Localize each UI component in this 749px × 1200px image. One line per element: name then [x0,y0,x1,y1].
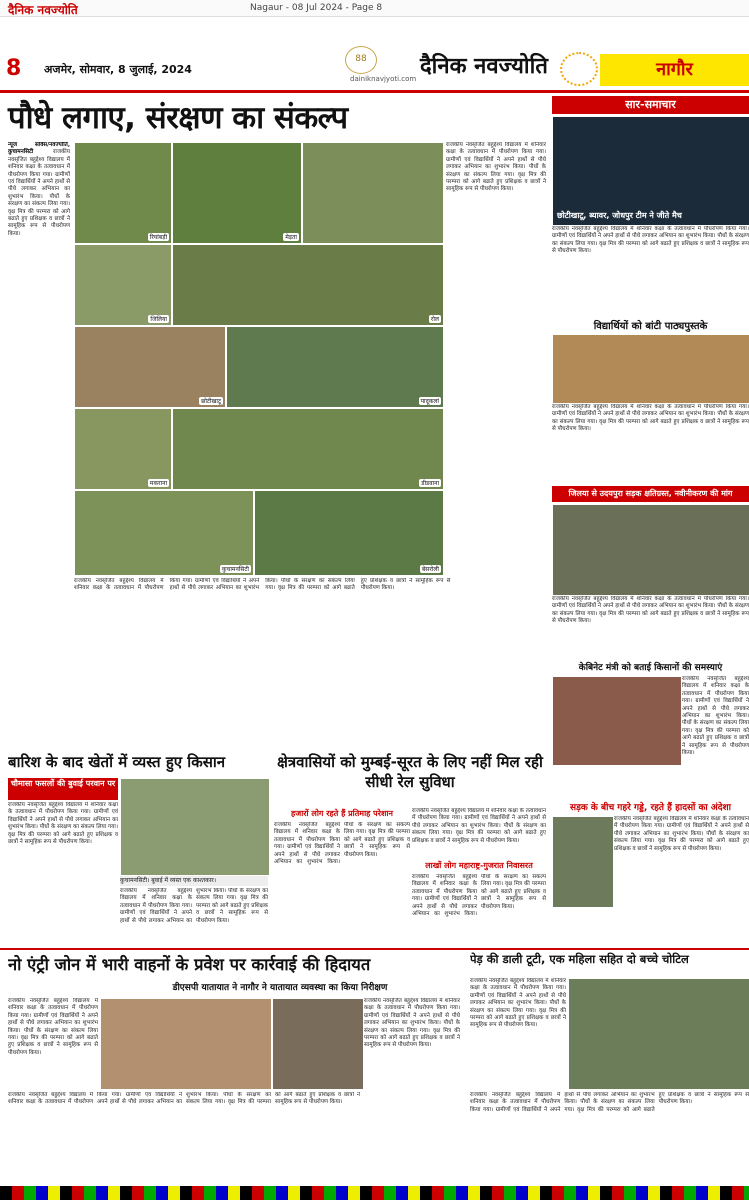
rail-headline: क्षेत्रवासियों को मुम्बई-सूरत के लिए नहीं मिल रही सीधी रेल सुविधा [277,753,543,791]
main-article-right-column [446,142,546,572]
tree-text-continued [470,1092,749,1182]
city-tag: नागौर [600,54,749,86]
photo-kuchamancity [74,490,254,576]
photo-inspection-2 [272,998,364,1090]
masthead-website: dainiknavjyoti.com [350,75,417,83]
photo-broken-road [552,504,749,596]
rail-text-column-3 [412,874,546,944]
sidebar-item3-body: राजकीय नवसृजित बहुद्देश्य विद्यालय में शनिवार कक्षा के तत्वावधान में पौधरोपण किया गया। ग्रामीणों एवं विद्यार्थियों ने अपने हाथों से पौधे लगाकर अभियान का शुभारंभ किया। पौधों के संरक्षण का संकल्प लिया गया। वृक्ष मित्र की परम्परा को आगे बढाते हुए प्रशिक्षक व छात्रों ने सामूहिक रूप से पौधरोपण किया। [552,596,749,625]
photo-rol [172,244,444,326]
masthead-title: दैनिक नवज्योति [420,53,548,79]
rail-sub2: लाखों लोग महाराष्ट्र-गुजरात निवासरत [425,861,533,870]
kisan-text-continued-body: राजकीय नवसृजित बहुद्देश्य विद्यालय में शनिवार कक्षा के तत्वावधान में पौधरोपण किया गया। ग्रामीणों एवं विद्यार्थियों ने अपने हाथों से पौधे लगाकर अभियान का शुभारंभ किया। पौधों के संरक्षण का संकल्प लिया गया। वृक्ष मित्र की परम्परा को आगे बढाते हुए प्रशिक्षक व छात्रों ने सामूहिक रूप से पौधरोपण किया। [120,888,268,924]
photo-fallen-branch [568,978,749,1090]
rail-text-column-2 [412,808,546,858]
photo-caption: रियांबड़ी [149,234,167,241]
photo-inspection-1 [100,998,272,1090]
photo-padukalan [226,326,444,408]
photo-riyanbadi [74,142,172,244]
rail-sub1: हजारों लोग रहते हैं प्रतिमाह परेशान [291,809,393,818]
photo-caption: मकराना [149,480,167,487]
topbar-brand: दैनिक नवज्योति [8,3,78,17]
sidebar-item3-headline: जिलया से उदयपुरा सड़क क्षतिग्रस्त, नवीनीकरण की मांग [552,486,749,502]
photo-caption: बेसरोली [421,566,439,573]
sidebar-item5-text [614,816,749,944]
page-number: 8 [6,56,22,81]
main-headline: पौधे लगाए, संरक्षण का संकल्प [8,100,348,136]
photo-extra [302,142,444,244]
photo-minister [552,676,682,766]
rail-text-2: राजकीय नवसृजित बहुद्देश्य विद्यालय में शनिवार कक्षा के तत्वावधान में पौधरोपण किया गया। ग्रामीणों एवं विद्यार्थियों ने अपने हाथों से पौधे लगाकर अभियान का शुभारंभ किया। पौधों के संरक्षण का संकल्प लिया गया। वृक्ष मित्र की परम्परा को आगे बढाते हुए प्रशिक्षक व छात्रों ने सामूहिक रूप से पौधरोपण किया। [412,808,546,844]
main-article-text: राजकीय नवसृजित बहुद्देश्य विद्यालय में शनिवार कक्षा के तत्वावधान में पौधरोपण किया गया। ग्रामीणों एवं विद्यार्थियों ने अपने हाथों से पौधे लगाकर अभियान का शुभारंभ किया। पौधों के संरक्षण का संकल्प लिया गया। वृक्ष मित्र की परम्परा को आगे बढाते हुए प्रशिक्षक व छात्रों ने सामूहिक रूप से पौधरोपण किया। [446,142,546,193]
tree-text-column [470,978,566,1068]
rail-text-column [274,822,410,944]
photo-caption: जिलिया [150,316,167,323]
photo-caption: कुचामनसिटी [221,566,249,573]
sidebar-item4-body: राजकीय नवसृजित बहुद्देश्य विद्यालय में शनिवार कक्षा के तत्वावधान में पौधरोपण किया गया। ग्रामीणों एवं विद्यार्थियों ने अपने हाथों से पौधे लगाकर अभियान का शुभारंभ किया। पौधों के संरक्षण का संकल्प लिया गया। वृक्ष मित्र की परम्परा को आगे बढाते हुए प्रशिक्षक व छात्रों ने सामूहिक रूप से पौधरोपण किया। [682,676,749,757]
photo-jiliya [74,244,172,326]
noentry-text-continued [8,1092,360,1182]
photo-besroli [254,490,444,576]
kisan-photo-caption: कुचामनसिटी। बुवाई में व्यस्त एक काश्तकार। [120,876,268,886]
photo-didwana [172,408,444,490]
kisan-text-column [8,802,118,942]
rail-text: राजकीय नवसृजित बहुद्देश्य विद्यालय में शनिवार कक्षा के तत्वावधान में पौधरोपण किया गया। ग्रामीणों एवं विद्यार्थियों ने अपने हाथों से पौधे लगाकर अभियान का शुभारंभ किया। पौधों के संरक्षण का संकल्प लिया गया। वृक्ष मित्र की परम्परा को आगे बढाते हुए प्रशिक्षक व छात्रों ने सामूहिक रूप से पौधरोपण किया। [274,822,410,866]
lead-dateline: न्यूज सर्विस/नवज्योति, कुचामनसिटी [8,142,70,156]
lead-article-column [8,142,70,752]
sidebar-item4-text [682,676,749,796]
sun-icon [560,52,598,86]
sidebar-item1-body: राजकीय नवसृजित बहुद्देश्य विद्यालय में शनिवार कक्षा के तत्वावधान में पौधरोपण किया गया। ग्रामीणों एवं विद्यार्थियों ने अपने हाथों से पौधे लगाकर अभियान का शुभारंभ किया। पौधों के संरक्षण का संकल्प लिया गया। वृक्ष मित्र की परम्परा को आगे बढाते हुए प्रशिक्षक व छात्रों ने सामूहिक रूप से पौधरोपण किया। [552,226,749,255]
photo-caption: छोटीखाटू [201,398,221,405]
section-divider [0,948,749,950]
photo-merta [172,142,302,244]
lead-text: राजकीय नवसृजित बहुद्देश्य विद्यालय में शनिवार कक्षा के तत्वावधान में पौधरोपण किया गया। ग्रामीणों एवं विद्यार्थियों ने अपने हाथों से पौधे लगाकर अभियान का शुभारंभ किया। पौधों के संरक्षण का संकल्प लिया गया। वृक्ष मित्र की परम्परा को आगे बढाते हुए प्रशिक्षक व छात्रों ने सामूहिक रूप से पौधरोपण किया। [8,149,70,237]
masthead-date: अजमेर, सोमवार, 8 जुलाई, 2024 [44,63,192,76]
noentry-text-continued-body: राजकीय नवसृजित बहुद्देश्य विद्यालय में शनिवार कक्षा के तत्वावधान में पौधरोपण किया गया। ग्रामीणों एवं विद्यार्थियों ने अपने हाथों से पौधे लगाकर अभियान का शुभारंभ किया। पौधों के संरक्षण का संकल्प लिया गया। वृक्ष मित्र की परम्परा को आगे बढाते हुए प्रशिक्षक व छात्रों ने सामूहिक रूप से पौधरोपण किया। [8,1092,360,1106]
photo-textbooks [552,334,749,404]
color-registration-bar [0,1186,749,1200]
sidebar-item5-body: राजकीय नवसृजित बहुद्देश्य विद्यालय में शनिवार कक्षा के तत्वावधान में पौधरोपण किया गया। ग्रामीणों एवं विद्यार्थियों ने अपने हाथों से पौधे लगाकर अभियान का शुभारंभ किया। पौधों के संरक्षण का संकल्प लिया गया। वृक्ष मित्र की परम्परा को आगे बढाते हुए प्रशिक्षक व छात्रों ने सामूहिक रूप से पौधरोपण किया। [614,816,749,852]
tree-headline: पेड़ की डाली टूटी, एक महिला सहित दो बच्चे चोटिल [470,952,689,966]
photo-chhotikhatu [74,326,226,408]
kisan-text-continued [120,888,268,944]
sidebar-header: सार-समाचार [552,96,749,114]
sidebar-item3-text [552,596,749,658]
noentry-text: राजकीय नवसृजित बहुद्देश्य विद्यालय में शनिवार कक्षा के तत्वावधान में पौधरोपण किया गया। ग्रामीणों एवं विद्यार्थियों ने अपने हाथों से पौधे लगाकर अभियान का शुभारंभ किया। पौधों के संरक्षण का संकल्प लिया गया। वृक्ष मित्र की परम्परा को आगे बढाते हुए प्रशिक्षक व छात्रों ने सामूहिक रूप से पौधरोपण किया। [8,998,98,1056]
noentry-text-column-2 [364,998,460,1178]
rail-text-3: राजकीय नवसृजित बहुद्देश्य विद्यालय में शनिवार कक्षा के तत्वावधान में पौधरोपण किया गया। ग्रामीणों एवं विद्यार्थियों ने अपने हाथों से पौधे लगाकर अभियान का शुभारंभ किया। पौधों के संरक्षण का संकल्प लिया गया। वृक्ष मित्र की परम्परा को आगे बढाते हुए प्रशिक्षक व छात्रों ने सामूहिक रूप से पौधरोपण किया। [412,874,546,918]
photo-potholes [552,816,614,908]
kisan-text: राजकीय नवसृजित बहुद्देश्य विद्यालय में शनिवार कक्षा के तत्वावधान में पौधरोपण किया गया। ग्रामीणों एवं विद्यार्थियों ने अपने हाथों से पौधे लगाकर अभियान का शुभारंभ किया। पौधों के संरक्षण का संकल्प लिया गया। वृक्ष मित्र की परम्परा को आगे बढाते हुए प्रशिक्षक व छात्रों ने सामूहिक रूप से पौधरोपण किया। [8,802,118,846]
main-article-continued [74,578,546,748]
photo-caption: पादूकलां [420,398,439,405]
masthead-rule [0,90,749,93]
topbar-dateline: Nagaur - 08 Jul 2024 - Page 8 [250,3,383,13]
photo-tractor [120,778,270,876]
anniversary-logo: 88 [345,46,377,74]
sidebar-item5-headline: सड़क के बीच गहरे गड्डे, रहते हैं हादसों का अंदेशा [569,803,732,813]
photo-caption: मेड़ता [285,234,297,241]
sidebar-item2-text [552,404,749,484]
noentry-subhead: डीएसपी यातायात ने नागौर ने यातायात व्यवस्था का किया निरीक्षण [172,983,388,993]
sidebar-item2-body: राजकीय नवसृजित बहुद्देश्य विद्यालय में शनिवार कक्षा के तत्वावधान में पौधरोपण किया गया। ग्रामीणों एवं विद्यार्थियों ने अपने हाथों से पौधे लगाकर अभियान का शुभारंभ किया। पौधों के संरक्षण का संकल्प लिया गया। वृक्ष मित्र की परम्परा को आगे बढाते हुए प्रशिक्षक व छात्रों ने सामूहिक रूप से पौधरोपण किया। [552,404,749,433]
noentry-text-2: राजकीय नवसृजित बहुद्देश्य विद्यालय में शनिवार कक्षा के तत्वावधान में पौधरोपण किया गया। ग्रामीणों एवं विद्यार्थियों ने अपने हाथों से पौधे लगाकर अभियान का शुभारंभ किया। पौधों के संरक्षण का संकल्प लिया गया। वृक्ष मित्र की परम्परा को आगे बढाते हुए प्रशिक्षक व छात्रों ने सामूहिक रूप से पौधरोपण किया। [364,998,460,1049]
sidebar-item4-headline: केबिनेट मंत्री को बताई किसानों की समस्याएं [578,663,723,673]
photo-makrana [74,408,172,490]
kisan-headline: बारिश के बाद खेतों में व्यस्त हुए किसान [8,753,226,771]
photo-caption: रोल [430,316,439,323]
photo-night-match [552,116,749,226]
sidebar-item2-headline: विद्यार्थियों को बांटी पाठ्यपुस्तके [593,321,708,332]
noentry-headline: नो एंट्री जोन में भारी वाहनों के प्रवेश पर कार्रवाई की हिदायत [8,955,371,974]
sidebar-top-caption: छोटीखाटू, ब्यावर, जोधपुर टीम ने जीते मैच [557,211,682,220]
main-article-continued-text: राजकीय नवसृजित बहुद्देश्य विद्यालय में शनिवार कक्षा के तत्वावधान में पौधरोपण किया गया। ग्रामीणों एवं विद्यार्थियों ने अपने हाथों से पौधे लगाकर अभियान का शुभारंभ किया। पौधों के संरक्षण का संकल्प लिया गया। वृक्ष मित्र की परम्परा को आगे बढाते हुए प्रशिक्षक व छात्रों ने सामूहिक रूप से पौधरोपण किया। [74,578,451,592]
epaper-topbar [0,0,749,17]
kisan-subhead: चौमासा फसलों की बुवाई परवान पर [8,778,118,800]
photo-caption: डीडवाना [421,480,439,487]
tree-text-continued-body: राजकीय नवसृजित बहुद्देश्य विद्यालय में शनिवार कक्षा के तत्वावधान में पौधरोपण किया गया। ग्रामीणों एवं विद्यार्थियों ने अपने हाथों से पौधे लगाकर अभियान का शुभारंभ किया। पौधों के संरक्षण का संकल्प लिया गया। वृक्ष मित्र की परम्परा को आगे बढाते हुए प्रशिक्षक व छात्रों ने सामूहिक रूप से पौधरोपण किया। [470,1092,749,1113]
tree-text: राजकीय नवसृजित बहुद्देश्य विद्यालय में शनिवार कक्षा के तत्वावधान में पौधरोपण किया गया। ग्रामीणों एवं विद्यार्थियों ने अपने हाथों से पौधे लगाकर अभियान का शुभारंभ किया। पौधों के संरक्षण का संकल्प लिया गया। वृक्ष मित्र की परम्परा को आगे बढाते हुए प्रशिक्षक व छात्रों ने सामूहिक रूप से पौधरोपण किया। [470,978,566,1029]
sidebar-item1-text [552,226,749,316]
